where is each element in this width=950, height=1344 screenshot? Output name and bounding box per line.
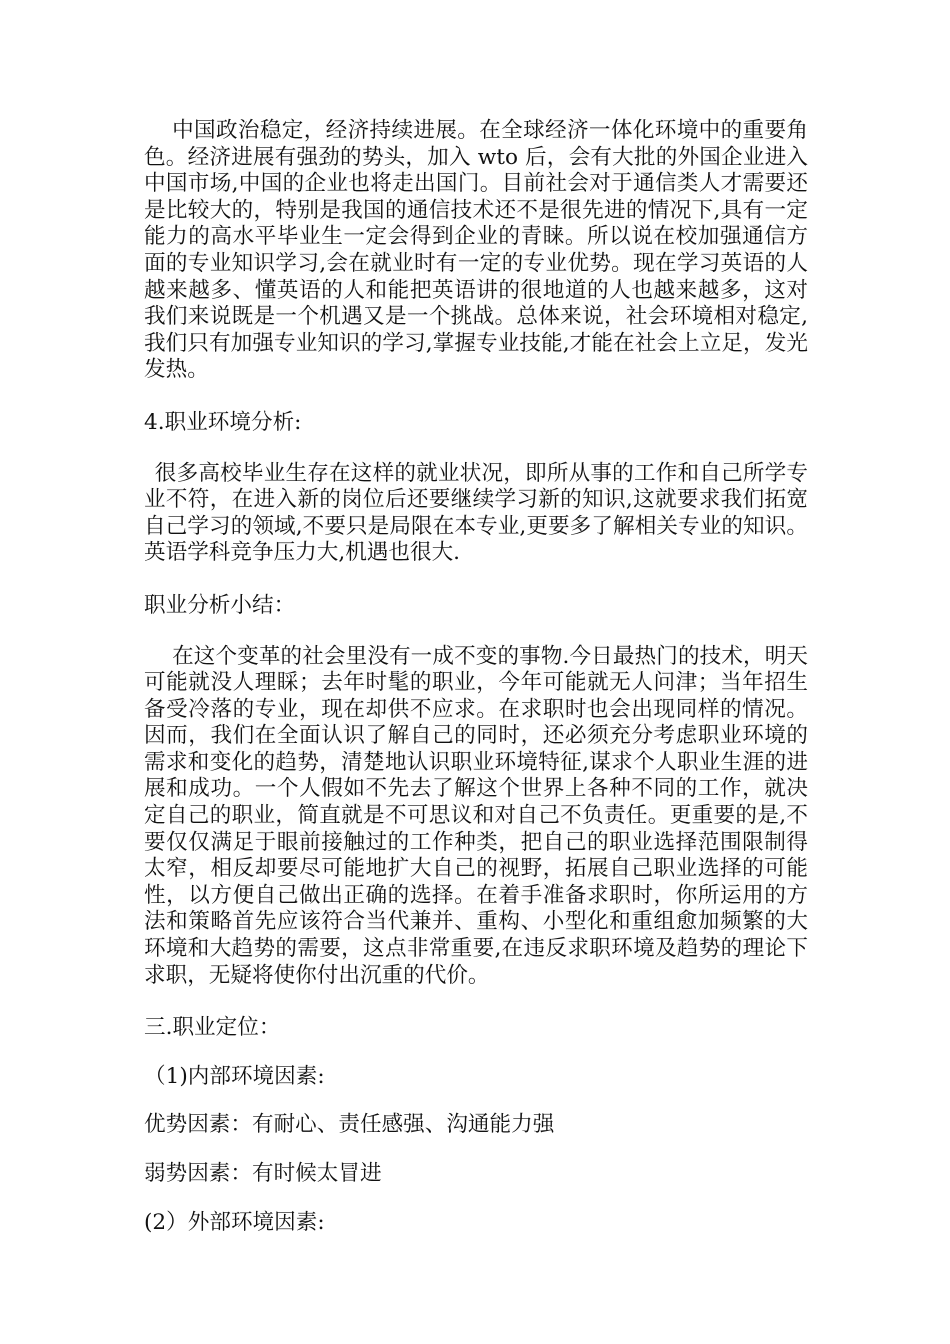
heading-career-environment-analysis: 4.职业环境分析: (144, 409, 302, 435)
text-strength-factors: 优势因素：有耐心、责任感强、沟通能力强 (144, 1112, 555, 1138)
heading-career-analysis-summary: 职业分析小结： (144, 592, 296, 618)
paragraph-social-environment: 中国政治稳定，经济持续进展。在全球经济一体化环境中的重要角色。经济进展有强劲的势头，加入 wto 后，会有大批的外国企业进入中国市场,中国的企业也将走出国门。目前社会对于通信类人才需要还是比较大的，特别是我国的通信技术还不是很先进的情况下,具有一定能力的高水平毕业生一定会得到企业的青睐。所以说在校加强通信方面的专业知识学习,会在就业时有一定的专业优势。现在学习英语的人越来越多、懂英语的人和能把英语讲的很地道的人也越来越多，这对我们来说既是一个机遇又是一个挑战。总体来说，社会环境相对稳定,我们只有加强专业知识的学习,掌握专业技能,才能在社会上立足，发光发热。 (144, 118, 808, 383)
paragraph-career-summary: 在这个变革的社会里没有一成不变的事物.今日最热门的技术，明天可能就没人理睬；去年时髦的职业，今年可能就无人问津；当年招生备受冷落的专业，现在却供不应求。在求职时也会出现同样的情况。因而，我们在全面认识了解自己的同时，还必须充分考虑职业环境的需求和变化的趋势，清楚地认识职业环境特征,谋求个人职业生涯的进展和成功。一个人假如不先去了解这个世界上各种不同的工作，就决定自己的职业，简直就是不可思议和对自己不负责任。更重要的是,不要仅仅满足于眼前接触过的工作种类，把自己的职业选择范围限制得太窄，相反却要尽可能地扩大自己的视野，拓展自己职业选择的可能性，以方便自己做出正确的选择。在着手准备求职时，你所运用的方法和策略首先应该符合当代兼并、重构、小型化和重组愈加频繁的大环境和大趋势的需要，这点非常重要,在违反求职环境及趋势的理论下求职，无疑将使你付出沉重的代价。 (144, 643, 808, 988)
heading-external-factors: (2）外部环境因素: (144, 1209, 325, 1235)
heading-internal-factors: （1)内部环境因素: (144, 1063, 325, 1089)
document-page (144, 118, 808, 1236)
text-weakness-factors: 弱势因素：有时候太冒进 (144, 1161, 382, 1186)
paragraph-career-environment: 很多高校毕业生存在这样的就业状况，即所从事的工作和自己所学专业不符，在进入新的岗位后还要继续学习新的知识,这就要求我们拓宽自己学习的领域,不要只是局限在本专业,更要多了解相关专业的知识。英语学科竞争压力大,机遇也很大. (144, 460, 808, 566)
heading-career-positioning: 三.职业定位： (144, 1015, 281, 1041)
